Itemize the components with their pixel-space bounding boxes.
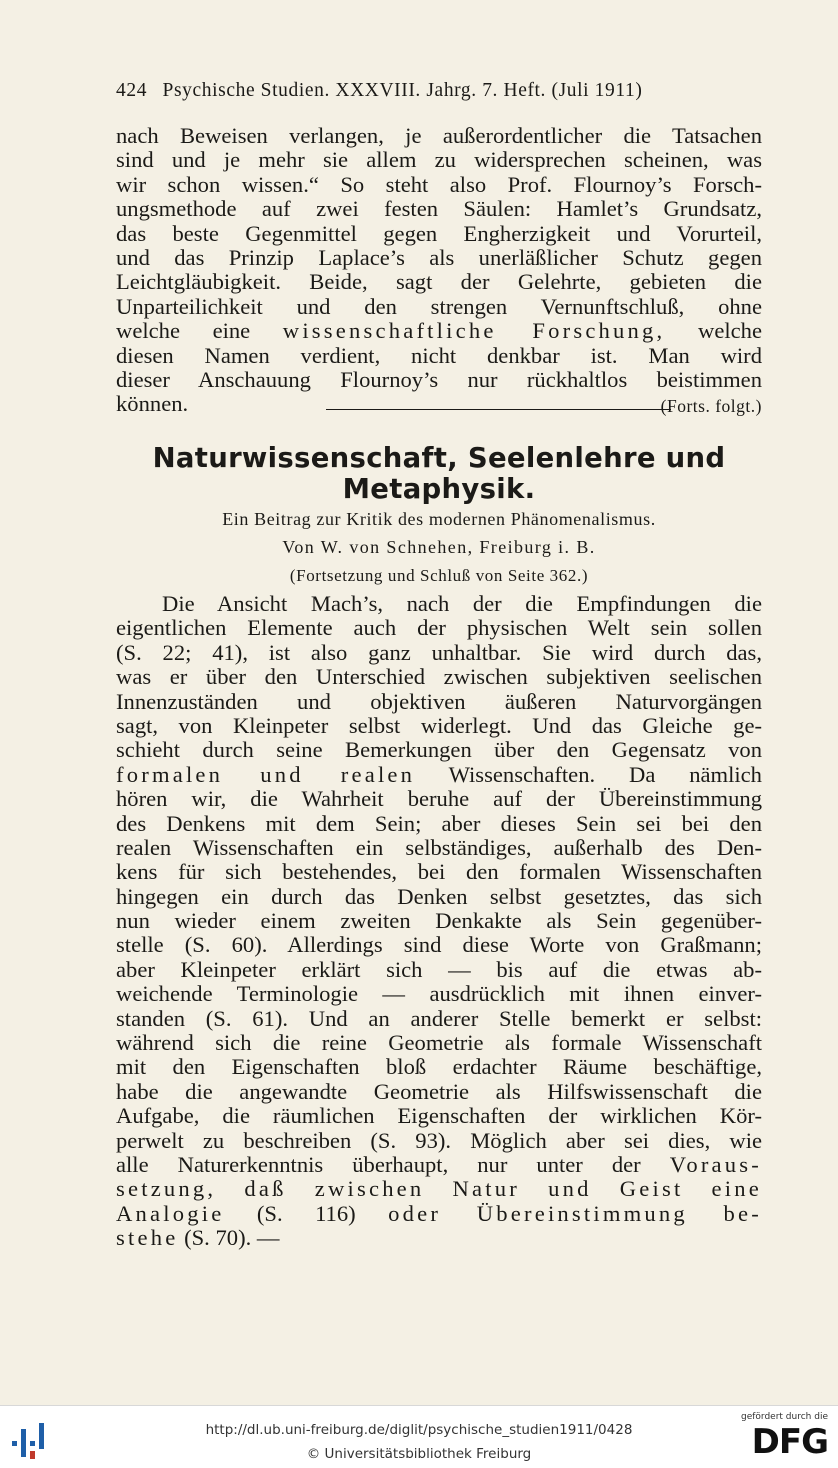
text-line bbox=[116, 763, 762, 787]
article-title-line: Naturwissenschaft, Seelenlehre und bbox=[152, 442, 726, 474]
article-subtitle: Ein Beitrag zur Kritik des modernen Phänomenalismus. bbox=[222, 509, 656, 529]
text-segment: welche bbox=[698, 318, 762, 344]
text-line: während sich die reine Geometrie als formale Wissenschaft bbox=[116, 1030, 762, 1056]
text-line: schieht durch seine Bemerkungen über den Gegensatz von bbox=[116, 737, 762, 763]
text-line: des Denkens mit dem Sein; aber dieses Sein sei bei den bbox=[116, 810, 762, 836]
text-line: das beste Gegenmittel gegen Engherzigkeit und Vorurteil, bbox=[116, 220, 762, 246]
spaced-emphasis: Voraus- bbox=[669, 1151, 762, 1177]
spaced-emphasis: setzung, daß zwischen Natur und Geist eine bbox=[116, 1176, 762, 1202]
text-line bbox=[116, 1226, 762, 1250]
text-line: eigentlichen Elemente auch der physischen Welt sein sollen bbox=[116, 615, 762, 641]
text-line: habe die angewandte Geometrie als Hilfswissenschaft die bbox=[116, 1078, 762, 1104]
spaced-emphasis: wissenschaftliche Forschung, bbox=[282, 318, 666, 344]
continued-note: (Forts. folgt.) bbox=[660, 396, 762, 417]
running-header bbox=[116, 80, 764, 102]
text-segment: (S. 116) bbox=[256, 1200, 356, 1226]
article-title bbox=[116, 443, 762, 505]
funding-note: gefördert durch die bbox=[741, 1412, 828, 1422]
running-title: Psychische Studien. XXXVIII. Jahrg. 7. Heft. (Juli 1911) bbox=[162, 80, 643, 101]
text-segment: (S. 70). — bbox=[184, 1225, 280, 1251]
text-line: (S. 22; 41), ist also ganz unhaltbar. Sie wird durch das, bbox=[116, 639, 762, 665]
text-line: weichende Terminologie — ausdrücklich mit ihnen einver- bbox=[116, 981, 762, 1007]
text-line: Aufgabe, die räumlichen Eigenschaften der wirklichen Kör- bbox=[116, 1103, 762, 1129]
text-line: hören wir, die Wahrheit beruhe auf der Übereinstimmung bbox=[116, 786, 762, 812]
text-line: wir schon wissen.“ So steht also Prof. Flournoy’s Forsch- bbox=[116, 171, 762, 197]
section-divider-rule bbox=[326, 409, 671, 410]
spaced-emphasis: formalen und realen bbox=[116, 761, 416, 787]
text-segment: alle Naturerkenntnis überhaupt, nur unter der bbox=[116, 1151, 641, 1177]
continuation-note: (Fortsetzung und Schluß von Seite 362.) bbox=[289, 566, 589, 585]
text-line: mit den Eigenschaften bloß erdachter Räume beschäftige, bbox=[116, 1054, 762, 1080]
text-line: realen Wissenschaften ein selbständiges, außerhalb des Den- bbox=[116, 834, 762, 860]
text-line bbox=[116, 1177, 762, 1201]
dfg-logo[interactable]: DFG bbox=[751, 1422, 828, 1462]
text-line: sind und je mehr sie allem zu widersprechen scheinen, was bbox=[116, 147, 762, 173]
text-segment: welche eine bbox=[116, 318, 251, 344]
viewer-footer bbox=[0, 1405, 838, 1468]
article-author: Von W. von Schnehen, Freiburg i. B. bbox=[282, 537, 596, 557]
text-line: Leichtgläubigkeit. Beide, sagt der Gelehrte, gebieten die bbox=[116, 269, 762, 295]
text-line: was er über den Unterschied zwischen subjektiven seelischen bbox=[116, 664, 762, 690]
text-segment: Wissenschaften. Da nämlich bbox=[448, 761, 762, 787]
spaced-emphasis: oder Übereinstimmung be- bbox=[388, 1200, 763, 1226]
closing-word: können. bbox=[116, 391, 189, 417]
text-line: sagt, von Kleinpeter selbst widerlegt. Und das Gleiche ge- bbox=[116, 712, 762, 738]
previous-article-end bbox=[116, 124, 762, 417]
text-line bbox=[116, 1153, 762, 1177]
page-number: 424 bbox=[116, 80, 148, 101]
text-line: nun wieder einem zweiten Denkakte als Sein gegenüber- bbox=[116, 908, 762, 934]
text-line: dieser Anschauung Flournoy’s nur rückhaltlos beistimmen bbox=[116, 366, 762, 392]
spaced-emphasis: Analogie bbox=[116, 1200, 225, 1226]
article-closing-row bbox=[116, 392, 762, 416]
text-line: kens für sich bestehendes, bei den formalen Wissenschaften bbox=[116, 859, 762, 885]
article-title-line: Metaphysik. bbox=[342, 473, 536, 505]
spaced-emphasis: stehe bbox=[116, 1225, 179, 1251]
article-body bbox=[116, 592, 762, 1251]
copyright-notice: © Universitätsbibliothek Freiburg bbox=[306, 1446, 532, 1462]
text-line: Die Ansicht Mach’s, nach der die Empfindungen die bbox=[162, 591, 762, 616]
text-line: perwelt zu beschreiben (S. 93). Möglich aber sei dies, wie bbox=[116, 1127, 762, 1153]
text-line: standen (S. 61). Und an anderer Stelle bemerkt er selbst: bbox=[116, 1005, 762, 1031]
text-line: diesen Namen verdient, nicht denkbar ist. Man wird bbox=[116, 342, 762, 368]
text-line: Innenzuständen und objektiven äußeren Naturvorgängen bbox=[116, 688, 762, 714]
text-line bbox=[116, 1202, 762, 1226]
text-line: hingegen ein durch das Denken selbst gesetztes, das sich bbox=[116, 883, 762, 909]
text-line: und das Prinzip Laplace’s als unerläßlicher Schutz gegen bbox=[116, 244, 762, 270]
text-line: Unparteilichkeit und den strengen Vernunftschluß, ohne bbox=[116, 293, 762, 319]
permalink-url[interactable]: http://dl.ub.uni-freiburg.de/diglit/psychische_studien1911/0428 bbox=[205, 1422, 633, 1438]
text-line: nach Beweisen verlangen, je außerordentlicher die Tatsachen bbox=[116, 123, 762, 148]
text-line: ungsmethode auf zwei festen Säulen: Hamlet’s Grundsatz, bbox=[116, 196, 762, 222]
text-line: stelle (S. 60). Allerdings sind diese Worte von Graßmann; bbox=[116, 932, 762, 958]
text-line: aber Kleinpeter erklärt sich — bis auf die etwas ab- bbox=[116, 956, 762, 982]
text-line bbox=[116, 319, 762, 343]
